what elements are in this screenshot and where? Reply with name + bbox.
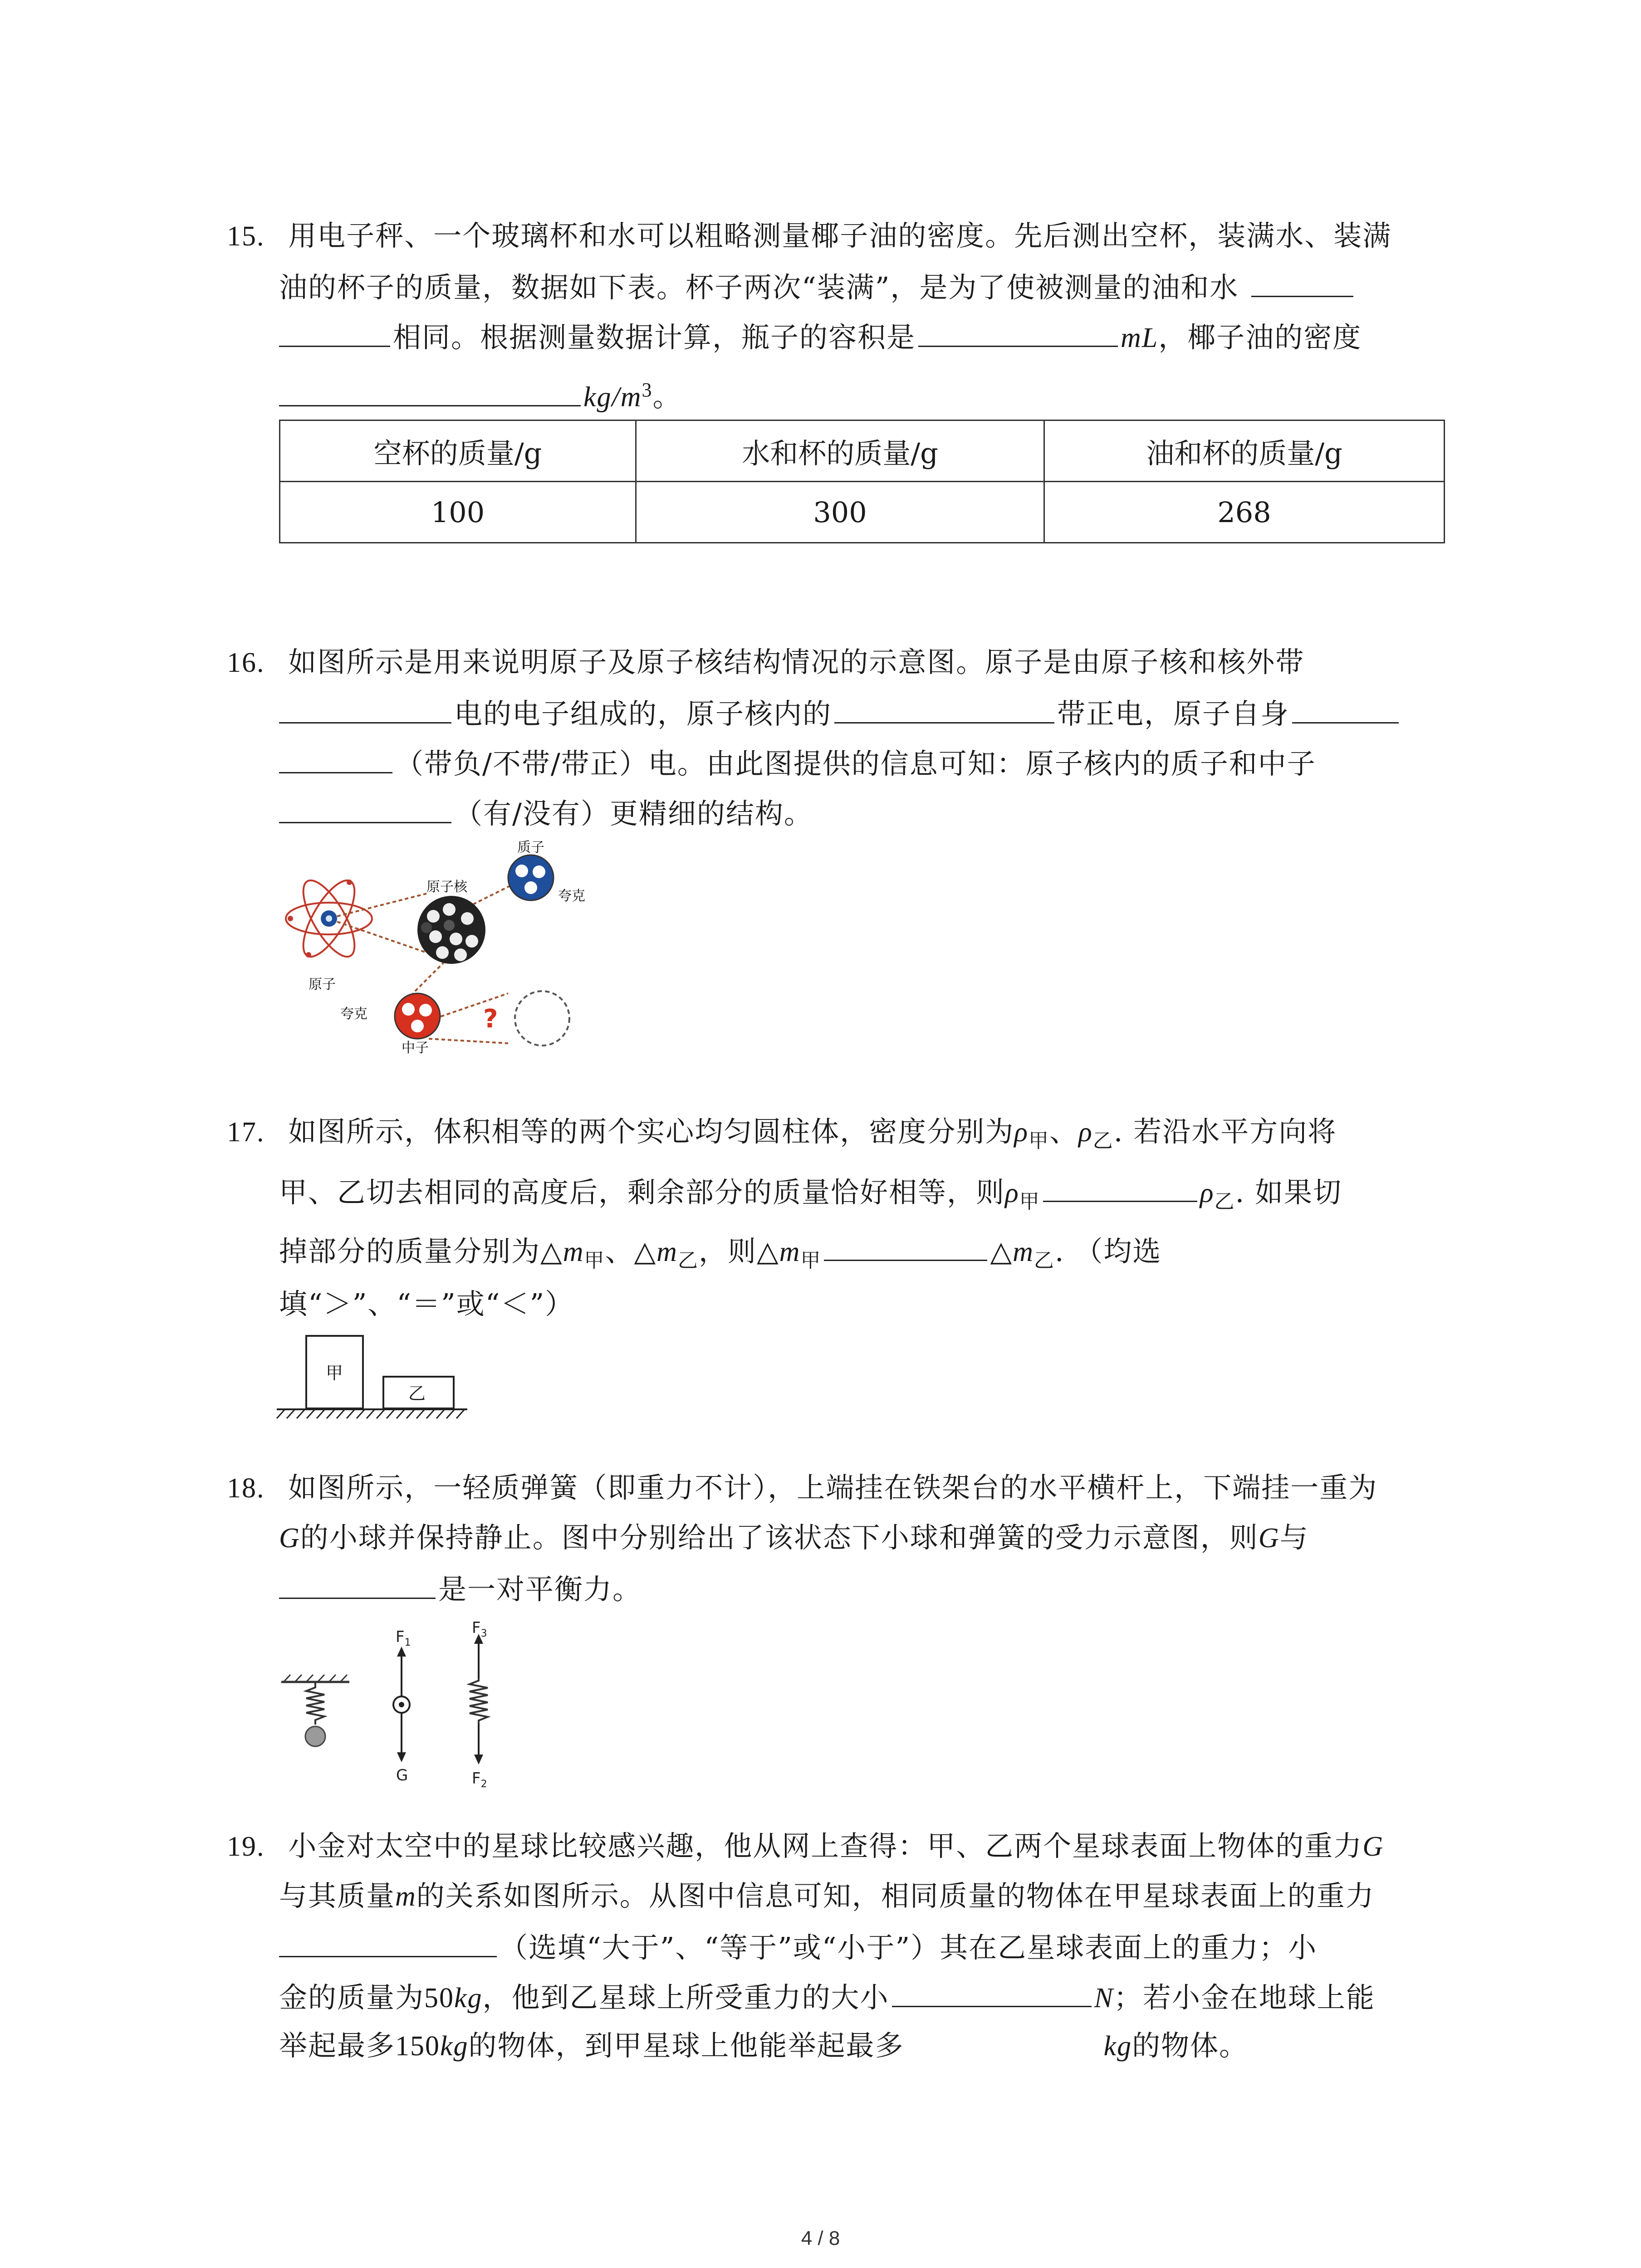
q17-line-3 (279, 1232, 1161, 1279)
sub-jia: 甲 (1029, 1129, 1049, 1153)
q17-line-2 (279, 1173, 1342, 1220)
q19-text-4a: 金的质量为 (279, 1981, 425, 2014)
sub-yi: 乙 (1092, 1129, 1114, 1153)
q15-text-3b: ，椰子油的密度 (1158, 321, 1362, 354)
question-mark: ? (483, 1004, 498, 1034)
q19-line-4 (279, 1978, 1375, 2016)
q19-number: 19. (227, 1831, 265, 1862)
q15-blank-2[interactable] (918, 318, 1118, 347)
q16-line-2 (279, 694, 1401, 732)
q16-blank-1[interactable] (279, 694, 451, 723)
q17-text-4: 填“＞”、“＝”或“＜”） (279, 1287, 574, 1320)
table-header-cell: 水和杯的质量/g (636, 420, 1044, 482)
value-50: 50 (424, 1983, 455, 2014)
rho-symbol: ρ (1014, 1117, 1029, 1148)
unknown-structure-icon (515, 991, 569, 1046)
label-jia: 甲 (326, 1363, 343, 1383)
q17-text-1b: . 若沿水平方向将 (1113, 1115, 1337, 1148)
table-row (280, 482, 1445, 543)
unit-kg: kg (1103, 2031, 1132, 2062)
q18-line-2 (279, 1520, 1309, 1556)
q18-text-3: 是一对平衡力。 (438, 1573, 642, 1606)
q17-number: 17. (227, 1117, 265, 1148)
q17-text-1a: 如图所示，体积相等的两个实心均匀圆柱体，密度分别为 (288, 1115, 1014, 1148)
label-quark-2: 夸克 (340, 1006, 367, 1022)
sub-jia: 甲 (584, 1249, 605, 1272)
q19-blank-1[interactable] (279, 1928, 497, 1957)
q15-blank-3[interactable] (279, 377, 581, 406)
q16-blank-4[interactable] (279, 794, 451, 823)
q19-text-3: （选填“大于”、“等于”或“小于”）其在乙星球表面上的重力；小 (500, 1931, 1318, 1964)
q15-line-1 (227, 218, 1391, 254)
table-cell: 268 (1044, 482, 1445, 543)
q16-text-1: 如图所示是用来说明原子及原子核结构情况的示意图。原子是由原子核和核外带 (288, 645, 1305, 679)
q15-unit-ml: mL (1121, 323, 1159, 353)
sub-yi: 乙 (1214, 1190, 1235, 1213)
q17-blank-1[interactable] (1043, 1173, 1197, 1202)
q19-line-5 (279, 2028, 1248, 2064)
q16-text-2b: 带正电，原子自身 (1057, 697, 1290, 730)
nucleus-icon (417, 896, 485, 964)
q15-text-4end: 。 (652, 380, 682, 413)
q16-blank-2[interactable] (834, 694, 1054, 723)
q16-blank-3[interactable] (1292, 694, 1399, 723)
q17-text-3b: ，则 (698, 1235, 757, 1268)
label-proton: 质子 (517, 840, 544, 855)
q16-line-1 (227, 644, 1304, 681)
unit-N: N (1094, 1983, 1114, 2014)
atom-structure-figure (277, 840, 585, 1057)
q15-number: 15. (227, 221, 265, 252)
q17-line-4 (279, 1286, 574, 1322)
q15-line-3 (279, 318, 1362, 356)
label-atom: 原子 (309, 977, 336, 992)
q15-line-4 (279, 372, 682, 415)
q15-line-2 (279, 268, 1356, 306)
sub-jia: 甲 (800, 1249, 822, 1272)
delta-m: △m (990, 1237, 1034, 1267)
q19-text-5b: 的物体，到甲星球上他能举起最多 (468, 2029, 904, 2062)
q15-text-3a: 相同。根据测量数据计算，瓶子的容积是 (393, 321, 916, 354)
q18-line-1 (227, 1470, 1377, 1506)
symbol-G: G (1362, 1831, 1384, 1862)
spring-force-figure (277, 1619, 522, 1790)
q15-blank-1[interactable] (1251, 268, 1353, 297)
q19-text-4c: ；若小金在地球上能 (1113, 1981, 1375, 2014)
q19-blank-2[interactable] (892, 1978, 1092, 2007)
q18-line-3 (279, 1569, 642, 1608)
q16-line-3 (279, 744, 1316, 782)
spring-force-icon (470, 1678, 488, 1724)
q16-text-2a: 电的电子组成的，原子核内的 (454, 697, 832, 730)
q19-text-4b: ，他到乙星球上所受重力的大小 (482, 1981, 889, 2014)
q16-text-4: （有/没有）更精细的结构。 (454, 797, 813, 830)
neutron-icon (395, 993, 440, 1039)
label-nucleus: 原子核 (426, 879, 467, 895)
q19-text-2a: 与其质量 (279, 1879, 396, 1912)
symbol-G: G (279, 1523, 300, 1554)
q17-blank-2[interactable] (824, 1232, 987, 1261)
q19-text-2b: 的关系如图所示。从图中信息可知，相同质量的物体在甲星球表面上的重力 (416, 1879, 1375, 1912)
sub-yi: 乙 (1034, 1249, 1055, 1272)
q17-text-2b: . 如果切 (1235, 1176, 1342, 1209)
rho-symbol: ρ (1200, 1178, 1215, 1208)
q17-text-3c: . （均选 (1054, 1235, 1162, 1268)
spring-icon (306, 1683, 324, 1725)
unit-kg: kg (440, 2031, 469, 2062)
label-F2: $F_2$ (472, 1769, 487, 1790)
atom-icon (286, 873, 372, 964)
sub-yi: 乙 (677, 1249, 699, 1272)
label-F3: $F_3$ (472, 1619, 487, 1639)
delta-m: △m (756, 1237, 801, 1267)
table-cell: 100 (280, 482, 636, 543)
proton-icon (508, 855, 554, 900)
symbol-G: G (1258, 1523, 1280, 1554)
q19-text-5a: 举起最多 (279, 2029, 396, 2062)
q18-text-2b: 的小球并保持静止。图中分别给出了该状态下小球和弹簧的受力示意图，则 (300, 1521, 1259, 1554)
table-cell: 300 (636, 482, 1044, 543)
q19-line-1 (227, 1828, 1384, 1865)
label-quark-1: 夸克 (558, 888, 585, 904)
label-F1: $F_1$ (396, 1628, 411, 1648)
q17-text-3a: 掉部分的质量分别为 (279, 1235, 541, 1268)
q18-text-1: 如图所示，一轻质弹簧（即重力不计），上端挂在铁架台的水平横杆上，下端挂一重为 (288, 1471, 1378, 1504)
table-header-cell: 油和杯的质量/g (1044, 420, 1445, 482)
label-neutron: 中子 (402, 1040, 429, 1056)
q18-blank-1[interactable] (279, 1569, 436, 1599)
q18-number: 18. (227, 1473, 265, 1504)
q15-text-1: 用电子秤、一个玻璃杯和水可以粗略测量椰子油的密度。先后测出空杯，装满水、装满 (288, 219, 1392, 252)
table-header-row (280, 420, 1445, 482)
q15-blank-1-cont[interactable] (279, 318, 390, 347)
page-number: 4 / 8 (801, 2227, 840, 2249)
q15-data-table (279, 420, 1445, 543)
q16-line-4 (279, 794, 813, 832)
q18-text-2d: 与 (1279, 1521, 1309, 1554)
unit-kg: kg (454, 1983, 483, 2014)
label-yi: 乙 (408, 1383, 426, 1403)
delta-m: △m (634, 1237, 678, 1267)
q16-number: 16. (227, 647, 265, 678)
q19-line-2 (279, 1878, 1375, 1915)
delta-m: △m (540, 1237, 584, 1267)
cylinders-figure (277, 1331, 476, 1422)
rho-symbol: ρ (1078, 1117, 1093, 1148)
q17-line-1 (227, 1114, 1337, 1159)
table-header-cell: 空杯的质量/g (280, 420, 636, 482)
ground-hatching (277, 1409, 465, 1418)
q19-text-1a: 小金对太空中的星球比较感兴趣，他从网上查得：甲、乙两个星球表面上物体的重力 (288, 1829, 1363, 1862)
punct-dun: 、 (605, 1235, 634, 1268)
q17-text-2a: 甲、乙切去相同的高度后，剩余部分的质量恰好相等，则 (279, 1176, 1005, 1209)
q19-text-5c: 的物体。 (1132, 2029, 1249, 2062)
q16-blank-3-cont[interactable] (279, 744, 392, 773)
ball-icon (305, 1726, 325, 1746)
label-G: G (396, 1766, 408, 1784)
symbol-m: m (395, 1881, 416, 1912)
q15-text-2: 油的杯子的质量，数据如下表。杯子两次“装满”，是为了使被测量的油和水 (279, 271, 1239, 304)
value-150: 150 (395, 2031, 441, 2062)
rho-symbol: ρ (1005, 1178, 1019, 1208)
q16-text-3: （带负/不带/带正）电。由此图提供的信息可知：原子核内的质子和中子 (395, 747, 1316, 780)
q19-line-3 (279, 1928, 1317, 1966)
punct-dun: 、 (1049, 1115, 1079, 1148)
q15-unit-sup: 3 (642, 379, 653, 401)
sub-jia: 甲 (1019, 1190, 1040, 1213)
q15-unit-density: kg/m (583, 381, 642, 413)
